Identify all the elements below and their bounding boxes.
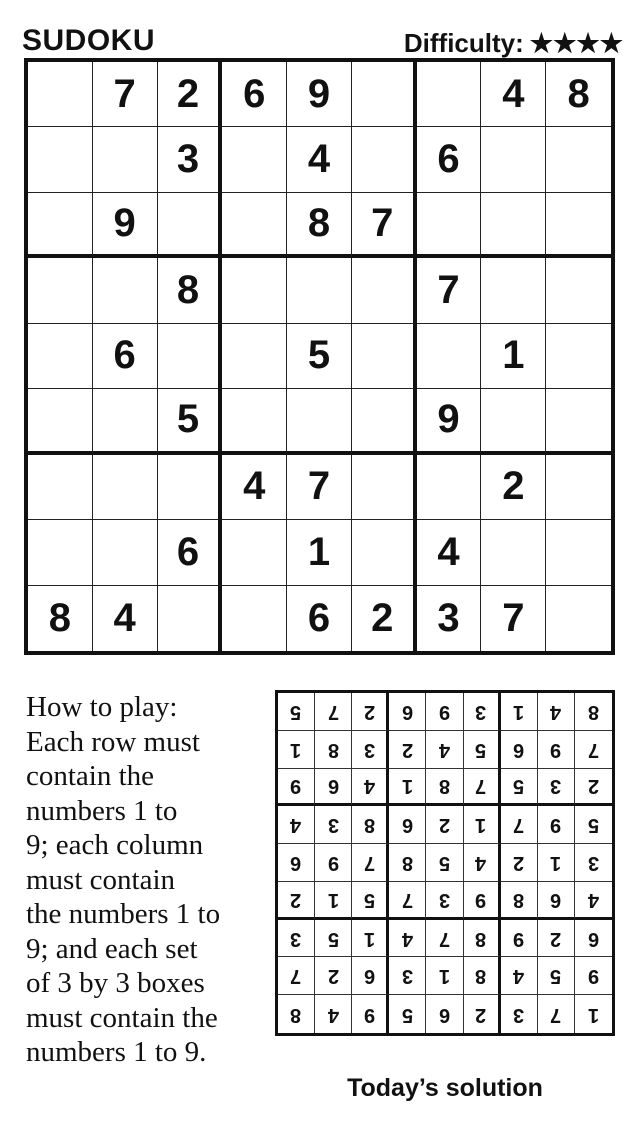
solution-digit: 2 xyxy=(513,851,525,874)
solution-cell-r1c1 xyxy=(278,693,315,731)
solution-digit: 7 xyxy=(475,775,487,798)
sudoku-cell-r3c1[interactable] xyxy=(28,193,93,258)
sudoku-cell-r4c2[interactable] xyxy=(93,258,158,323)
solution-cell-r9c8 xyxy=(538,995,575,1033)
solution-digit: 2 xyxy=(438,814,451,837)
solution-cell-r4c3 xyxy=(352,806,389,844)
sudoku-cell-r6c6[interactable] xyxy=(352,389,417,454)
solution-cell-r6c4 xyxy=(389,882,426,920)
solution-digit: 2 xyxy=(401,738,413,761)
solution-digit: 3 xyxy=(438,888,451,911)
solution-cell-r9c2 xyxy=(315,995,352,1033)
solution-digit: 9 xyxy=(475,888,487,911)
sudoku-cell-r7c5[interactable]: 7 xyxy=(287,455,352,520)
solution-digit: 4 xyxy=(550,700,562,723)
solution-digit: 2 xyxy=(363,700,375,723)
solution-digit: 6 xyxy=(327,775,339,798)
solution-digit: 5 xyxy=(363,888,375,911)
sudoku-cell-r9c2[interactable]: 4 xyxy=(93,586,158,651)
instruction-line: of 3 by 3 boxes xyxy=(26,967,205,999)
solution-cell-r3c2 xyxy=(315,769,352,807)
instruction-line: must contain xyxy=(26,863,176,896)
solution-cell-r9c1 xyxy=(278,995,315,1033)
sudoku-cell-r8c2[interactable] xyxy=(93,520,158,585)
sudoku-cell-r3c2[interactable]: 9 xyxy=(93,193,158,258)
instruction-line: Each row must xyxy=(26,725,200,758)
sudoku-cell-r6c7[interactable]: 9 xyxy=(417,389,482,454)
sudoku-cell-r6c2[interactable] xyxy=(93,389,158,454)
solution-cell-r5c9 xyxy=(575,844,612,882)
solution-cell-r7c7 xyxy=(501,920,538,958)
instruction-line: must contain the xyxy=(26,1001,218,1034)
solution-cell-r4c2 xyxy=(315,806,352,844)
sudoku-cell-r6c8[interactable] xyxy=(481,389,546,454)
sudoku-cell-r6c4[interactable] xyxy=(222,389,287,454)
sudoku-cell-r6c3[interactable]: 5 xyxy=(158,389,223,454)
solution-cell-r3c8 xyxy=(538,769,575,807)
solution-cell-r6c2 xyxy=(315,882,352,920)
sudoku-cell-r4c9[interactable] xyxy=(546,258,611,323)
solution-cell-r1c6 xyxy=(464,693,501,731)
solution-cell-r2c6 xyxy=(464,731,501,769)
solution-digit: 5 xyxy=(290,700,302,723)
sudoku-cell-r7c3[interactable] xyxy=(158,455,223,520)
solution-digit: 1 xyxy=(363,927,375,950)
sudoku-cell-r7c6[interactable] xyxy=(352,455,417,520)
sudoku-cell-r2c5[interactable]: 4 xyxy=(287,127,352,192)
sudoku-cell-r2c7[interactable]: 6 xyxy=(417,127,482,192)
solution-digit: 6 xyxy=(290,851,302,874)
solution-cell-r2c4 xyxy=(389,731,426,769)
sudoku-cell-r2c8[interactable] xyxy=(481,127,546,192)
solution-digit: 7 xyxy=(363,851,375,874)
solution-cell-r9c7 xyxy=(501,995,538,1033)
sudoku-cell-r8c6[interactable] xyxy=(352,520,417,585)
solution-cell-r8c4 xyxy=(389,957,426,995)
solution-digit: 2 xyxy=(475,1003,487,1026)
sudoku-cell-r5c1[interactable] xyxy=(28,324,93,389)
solution-cell-r2c3 xyxy=(352,731,389,769)
sudoku-cell-r8c4[interactable] xyxy=(222,520,287,585)
solution-digit: 6 xyxy=(363,965,375,988)
solution-digit: 3 xyxy=(401,965,413,988)
solution-cell-r1c5 xyxy=(426,693,463,731)
solution-digit: 6 xyxy=(438,1003,451,1026)
solution-digit: 4 xyxy=(327,1003,339,1026)
sudoku-cell-r9c6[interactable]: 2 xyxy=(352,586,417,651)
solution-cell-r6c1 xyxy=(278,882,315,920)
solution-cell-r3c4 xyxy=(389,769,426,807)
solution-digit: 4 xyxy=(290,814,302,837)
sudoku-cell-r8c7[interactable]: 4 xyxy=(417,520,482,585)
solution-digit: 1 xyxy=(438,965,451,988)
solution-grid xyxy=(275,690,615,1036)
instruction-line: contain the xyxy=(26,760,155,792)
sudoku-cell-r2c2[interactable] xyxy=(93,127,158,192)
solution-digit: 2 xyxy=(290,888,302,911)
difficulty-label: Difficulty: xyxy=(403,28,524,58)
sudoku-cell-r3c8[interactable] xyxy=(481,193,546,258)
sudoku-cell-r8c8[interactable] xyxy=(481,520,546,585)
sudoku-cell-r9c7[interactable]: 3 xyxy=(417,586,482,651)
solution-cell-r6c7 xyxy=(501,882,538,920)
instruction-line: How to play: xyxy=(26,691,178,723)
solution-cell-r7c2 xyxy=(315,920,352,958)
solution-digit: 7 xyxy=(513,814,525,837)
sudoku-cell-r2c4[interactable] xyxy=(222,127,287,192)
sudoku-cell-r9c5[interactable]: 6 xyxy=(287,586,352,651)
solution-digit: 8 xyxy=(475,927,487,950)
solution-cell-r4c5 xyxy=(426,806,463,844)
sudoku-cell-r6c1[interactable] xyxy=(28,389,93,454)
solution-digit: 4 xyxy=(363,775,375,798)
solution-cell-r7c5 xyxy=(426,920,463,958)
solution-cell-r7c6 xyxy=(464,920,501,958)
solution-cell-r4c7 xyxy=(501,806,538,844)
solution-cell-r8c1 xyxy=(278,957,315,995)
solution-cell-r3c1 xyxy=(278,769,315,807)
sudoku-cell-r1c3[interactable]: 2 xyxy=(158,62,223,127)
solution-digit: 7 xyxy=(587,738,599,761)
sudoku-cell-r1c1[interactable] xyxy=(28,62,93,127)
solution-cell-r3c9 xyxy=(575,769,612,807)
solution-digit: 8 xyxy=(327,738,339,761)
solution-cell-r6c8 xyxy=(538,882,575,920)
solution-digit: 3 xyxy=(363,738,375,761)
sudoku-cell-r2c6[interactable] xyxy=(352,127,417,192)
sudoku-cell-r1c5[interactable]: 9 xyxy=(287,62,352,127)
sudoku-cell-r7c9[interactable] xyxy=(546,455,611,520)
solution-digit: 9 xyxy=(363,1003,375,1026)
solution-digit: 9 xyxy=(513,927,525,950)
sudoku-cell-r5c2[interactable]: 6 xyxy=(93,324,158,389)
sudoku-cell-r5c4[interactable] xyxy=(222,324,287,389)
sudoku-cell-r3c3[interactable] xyxy=(158,193,223,258)
solution-cell-r7c4 xyxy=(389,920,426,958)
solution-digit: 7 xyxy=(327,700,339,723)
solution-digit: 3 xyxy=(587,851,599,874)
instruction-line: numbers 1 to 9. xyxy=(26,1036,207,1068)
solution-cell-r1c3 xyxy=(352,693,389,731)
sudoku-cell-r1c2[interactable]: 7 xyxy=(93,62,158,127)
solution-cell-r2c8 xyxy=(538,731,575,769)
solution-digit: 4 xyxy=(587,888,599,911)
instruction-line: numbers 1 to xyxy=(26,794,178,827)
instruction-line: 9; each column xyxy=(26,829,204,861)
sudoku-cell-r3c4[interactable] xyxy=(222,193,287,258)
solution-digit: 1 xyxy=(475,814,487,837)
sudoku-cell-r7c7[interactable] xyxy=(417,455,482,520)
solution-digit: 2 xyxy=(327,965,339,988)
solution-cell-r7c9 xyxy=(575,920,612,958)
solution-cell-r5c3 xyxy=(352,844,389,882)
solution-cell-r9c3 xyxy=(352,995,389,1033)
sudoku-cell-r2c9[interactable] xyxy=(546,127,611,192)
sudoku-cell-r1c8[interactable]: 4 xyxy=(481,62,546,127)
solution-cell-r5c8 xyxy=(538,844,575,882)
solution-digit: 8 xyxy=(587,700,599,723)
sudoku-cell-r5c7[interactable] xyxy=(417,324,482,389)
sudoku-cell-r8c1[interactable] xyxy=(28,520,93,585)
solution-cell-r6c3 xyxy=(352,882,389,920)
sudoku-cell-r7c8[interactable]: 2 xyxy=(481,455,546,520)
solution-digit: 9 xyxy=(327,851,339,874)
solution-digit: 8 xyxy=(401,851,413,874)
solution-cell-r2c2 xyxy=(315,731,352,769)
solution-cell-r6c6 xyxy=(464,882,501,920)
solution-digit: 8 xyxy=(438,775,451,798)
sudoku-cell-r3c6[interactable]: 7 xyxy=(352,193,417,258)
solution-cell-r9c5 xyxy=(426,995,463,1033)
sudoku-cell-r1c7[interactable] xyxy=(417,62,482,127)
solution-digit: 9 xyxy=(587,965,599,988)
sudoku-cell-r7c1[interactable] xyxy=(28,455,93,520)
sudoku-cell-r8c3[interactable]: 6 xyxy=(158,520,223,585)
solution-digit: 5 xyxy=(438,851,451,874)
solution-digit: 1 xyxy=(513,700,525,723)
sudoku-cell-r2c1[interactable] xyxy=(28,127,93,192)
sudoku-grid xyxy=(24,58,615,655)
solution-digit: 6 xyxy=(550,888,562,911)
solution-cell-r2c7 xyxy=(501,731,538,769)
solution-cell-r6c5 xyxy=(426,882,463,920)
sudoku-cell-r5c6[interactable] xyxy=(352,324,417,389)
sudoku-cell-r9c3[interactable] xyxy=(158,586,223,651)
solution-digit: 9 xyxy=(290,775,302,798)
solution-cell-r8c7 xyxy=(501,957,538,995)
sudoku-cell-r6c9[interactable] xyxy=(546,389,611,454)
solution-cell-r5c6 xyxy=(464,844,501,882)
solution-digit: 9 xyxy=(438,700,451,723)
solution-digit: 9 xyxy=(550,814,562,837)
solution-digit: 7 xyxy=(290,965,302,988)
sudoku-cell-r5c9[interactable] xyxy=(546,324,611,389)
sudoku-cell-r4c1[interactable] xyxy=(28,258,93,323)
sudoku-cell-r4c5[interactable] xyxy=(287,258,352,323)
difficulty-stars: ★★★★ xyxy=(529,28,623,58)
sudoku-cell-r4c3[interactable]: 8 xyxy=(158,258,223,323)
solution-cell-r2c1 xyxy=(278,731,315,769)
solution-digit: 3 xyxy=(475,700,487,723)
solution-cell-r2c5 xyxy=(426,731,463,769)
solution-digit: 7 xyxy=(438,927,451,950)
solution-digit: 1 xyxy=(587,1003,599,1026)
solution-cell-r1c7 xyxy=(501,693,538,731)
solution-digit: 3 xyxy=(327,814,339,837)
solution-cell-r4c1 xyxy=(278,806,315,844)
solution-cell-r8c9 xyxy=(575,957,612,995)
solution-cell-r8c3 xyxy=(352,957,389,995)
solution-digit: 4 xyxy=(401,927,413,950)
sudoku-cell-r6c5[interactable] xyxy=(287,389,352,454)
solution-cell-r1c8 xyxy=(538,693,575,731)
solution-digit: 4 xyxy=(438,738,451,761)
sudoku-cell-r7c4[interactable]: 4 xyxy=(222,455,287,520)
solution-digit: 1 xyxy=(401,775,413,798)
sudoku-cell-r1c4[interactable]: 6 xyxy=(222,62,287,127)
solution-cell-r5c5 xyxy=(426,844,463,882)
solution-cell-r7c1 xyxy=(278,920,315,958)
solution-cell-r9c6 xyxy=(464,995,501,1033)
solution-cell-r1c2 xyxy=(315,693,352,731)
solution-digit: 8 xyxy=(475,965,487,988)
solution-cell-r3c5 xyxy=(426,769,463,807)
sudoku-cell-r9c4[interactable] xyxy=(222,586,287,651)
solution-cell-r3c6 xyxy=(464,769,501,807)
sudoku-cell-r5c5[interactable]: 5 xyxy=(287,324,352,389)
solution-digit: 9 xyxy=(550,738,562,761)
solution-digit: 1 xyxy=(550,851,562,874)
solution-cell-r1c9 xyxy=(575,693,612,731)
solution-digit: 6 xyxy=(401,700,413,723)
solution-cell-r6c9 xyxy=(575,882,612,920)
solution-cell-r9c9 xyxy=(575,995,612,1033)
solution-cell-r5c1 xyxy=(278,844,315,882)
solution-digit: 5 xyxy=(513,775,525,798)
solution-cell-r8c2 xyxy=(315,957,352,995)
solution-cell-r7c3 xyxy=(352,920,389,958)
solution-digit: 7 xyxy=(550,1003,562,1026)
solution-digit: 1 xyxy=(327,888,339,911)
sudoku-cell-r4c6[interactable] xyxy=(352,258,417,323)
sudoku-cell-r4c8[interactable] xyxy=(481,258,546,323)
solution-digit: 5 xyxy=(401,1003,413,1026)
how-to-play-text xyxy=(26,690,271,1070)
sudoku-cell-r9c8[interactable]: 7 xyxy=(481,586,546,651)
solution-cell-r8c5 xyxy=(426,957,463,995)
solution-cell-r8c8 xyxy=(538,957,575,995)
solution-digit: 5 xyxy=(327,927,339,950)
solution-digit: 3 xyxy=(513,1003,525,1026)
solution-caption: Today’s solution xyxy=(347,1074,543,1102)
sudoku-cell-r4c7[interactable]: 7 xyxy=(417,258,482,323)
solution-digit: 5 xyxy=(587,814,599,837)
instruction-line: the numbers 1 to xyxy=(26,898,221,930)
sudoku-cell-r2c3[interactable]: 3 xyxy=(158,127,223,192)
solution-cell-r5c7 xyxy=(501,844,538,882)
solution-cell-r4c9 xyxy=(575,806,612,844)
solution-digit: 6 xyxy=(401,814,413,837)
solution-cell-r8c6 xyxy=(464,957,501,995)
sudoku-cell-r5c8[interactable]: 1 xyxy=(481,324,546,389)
game-title: SUDOKU xyxy=(22,24,156,57)
solution-cell-r3c3 xyxy=(352,769,389,807)
solution-cell-r3c7 xyxy=(501,769,538,807)
solution-digit: 2 xyxy=(587,775,599,798)
solution-digit: 3 xyxy=(550,775,562,798)
sudoku-cell-r9c9[interactable] xyxy=(546,586,611,651)
sudoku-cell-r1c9[interactable]: 8 xyxy=(546,62,611,127)
solution-digit: 2 xyxy=(550,927,562,950)
solution-cell-r7c8 xyxy=(538,920,575,958)
sudoku-cell-r1c6[interactable] xyxy=(352,62,417,127)
solution-digit: 8 xyxy=(513,888,525,911)
solution-digit: 6 xyxy=(587,927,599,950)
sudoku-cell-r3c5[interactable]: 8 xyxy=(287,193,352,258)
solution-digit: 4 xyxy=(513,965,525,988)
solution-digit: 8 xyxy=(290,1003,302,1026)
solution-cell-r4c6 xyxy=(464,806,501,844)
sudoku-cell-r8c5[interactable]: 1 xyxy=(287,520,352,585)
solution-cell-r4c4 xyxy=(389,806,426,844)
solution-digit: 7 xyxy=(401,888,413,911)
solution-digit: 6 xyxy=(513,738,525,761)
sudoku-cell-r5c3[interactable] xyxy=(158,324,223,389)
solution-digit: 5 xyxy=(475,738,487,761)
solution-digit: 4 xyxy=(475,851,487,874)
sudoku-cell-r8c9[interactable] xyxy=(546,520,611,585)
solution-digit: 3 xyxy=(290,927,302,950)
instruction-line: 9; and each set xyxy=(26,932,198,965)
solution-digit: 5 xyxy=(550,965,562,988)
difficulty-indicator xyxy=(404,30,623,56)
sudoku-cell-r9c1[interactable]: 8 xyxy=(28,586,93,651)
solution-cell-r4c8 xyxy=(538,806,575,844)
solution-cell-r1c4 xyxy=(389,693,426,731)
solution-cell-r9c4 xyxy=(389,995,426,1033)
sudoku-cell-r3c7[interactable] xyxy=(417,193,482,258)
solution-digit: 1 xyxy=(290,738,302,761)
solution-cell-r5c4 xyxy=(389,844,426,882)
solution-cell-r2c9 xyxy=(575,731,612,769)
solution-digit: 8 xyxy=(363,814,375,837)
sudoku-cell-r4c4[interactable] xyxy=(222,258,287,323)
solution-cell-r5c2 xyxy=(315,844,352,882)
sudoku-cell-r3c9[interactable] xyxy=(546,193,611,258)
sudoku-cell-r7c2[interactable] xyxy=(93,455,158,520)
